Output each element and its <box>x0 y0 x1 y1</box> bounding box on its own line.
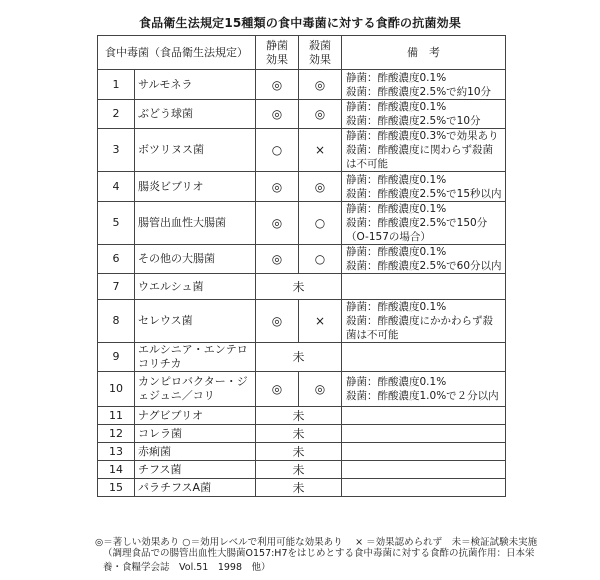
note-line: 殺菌：酢酸濃度2.5%で60分以内 <box>346 260 502 272</box>
note-line: 殺菌：酢酸濃度に関わらず殺菌は不可能 <box>346 144 493 170</box>
row-number: 13 <box>98 443 135 461</box>
note-cell <box>342 461 506 479</box>
note-line: 静菌：酢酸濃度0.1% <box>346 203 447 215</box>
legend: ◎＝著しい効果あり ○＝効用レベルで利用可能な効果あり × ＝効果認められず 未＝検証試験未実施 <box>95 537 538 548</box>
table-row <box>98 245 506 274</box>
header-kill-line2: 効果 <box>309 52 331 66</box>
note-line: 殺菌：酢酸濃度にかかわらず殺菌は不可能 <box>346 315 493 341</box>
table-row <box>98 372 506 407</box>
note-cell <box>342 300 506 343</box>
row-number: 5 <box>98 202 135 245</box>
note-line: 静菌：酢酸濃度0.1% <box>346 376 447 388</box>
note-cell <box>342 425 506 443</box>
bacteria-name: パラチフスA菌 <box>135 479 256 497</box>
note-line: 殺菌：酢酸濃度2.5%で150分（O-157の場合） <box>346 217 488 243</box>
table-body <box>98 70 506 497</box>
row-number: 15 <box>98 479 135 497</box>
header-static-line1: 静菌 <box>266 38 288 52</box>
kill-effect-mark: ◎ <box>299 372 342 407</box>
kill-effect-mark: ◎ <box>299 70 342 100</box>
untested-mark: 未 <box>256 461 342 479</box>
row-number: 10 <box>98 372 135 407</box>
kill-effect-mark: ◎ <box>299 172 342 202</box>
bacteria-name: カンピロバクター・ジェジュニ／コリ <box>135 372 256 407</box>
static-effect-mark: ◎ <box>256 100 299 129</box>
bacteria-name: サルモネラ <box>135 70 256 100</box>
page-title: 食品衛生法規定15種類の食中毒菌に対する食酢の抗菌効果 <box>138 16 462 30</box>
note-cell <box>342 343 506 372</box>
row-number: 1 <box>98 70 135 100</box>
note-line: 静菌：酢酸濃度0.1% <box>346 173 447 186</box>
row-number: 7 <box>98 274 135 300</box>
bacteria-name: 腸管出血性大腸菌 <box>135 202 256 245</box>
note-line: 殺菌：酢酸濃度2.5%で15秒以内 <box>346 187 502 200</box>
note-cell <box>342 274 506 300</box>
note-line: 殺菌：酢酸濃度2.5%で約10分 <box>346 85 492 98</box>
table-row <box>98 202 506 245</box>
static-effect-mark: ◎ <box>256 300 299 343</box>
row-number: 8 <box>98 300 135 343</box>
note-cell <box>342 100 506 129</box>
row-number: 6 <box>98 245 135 274</box>
table-row <box>98 461 506 479</box>
header-kill-effect <box>299 36 342 70</box>
table-row <box>98 300 506 343</box>
note-line: 殺菌：酢酸濃度1.0%で２分以内 <box>346 390 499 402</box>
note-cell <box>342 407 506 425</box>
bacteria-name: その他の大腸菌 <box>135 245 256 274</box>
row-number: 11 <box>98 407 135 425</box>
untested-mark: 未 <box>256 443 342 461</box>
note-cell <box>342 129 506 172</box>
static-effect-mark: ◎ <box>256 172 299 202</box>
table-row <box>98 274 506 300</box>
table-row <box>98 100 506 129</box>
note-line: 静菌：酢酸濃度0.1% <box>346 246 447 258</box>
note-line: 静菌：酢酸濃度0.1% <box>346 301 447 313</box>
untested-mark: 未 <box>256 479 342 497</box>
table-row <box>98 425 506 443</box>
table-row <box>98 443 506 461</box>
table-row <box>98 70 506 100</box>
header-static-effect <box>256 36 299 70</box>
kill-effect-mark: ○ <box>299 245 342 274</box>
header-kill-line1: 殺菌 <box>309 38 331 52</box>
row-number: 3 <box>98 129 135 172</box>
row-number: 2 <box>98 100 135 129</box>
note-line: 静菌：酢酸濃度0.3%で効果あり <box>346 130 499 142</box>
note-cell <box>342 372 506 407</box>
static-effect-mark: ◎ <box>256 70 299 100</box>
bacteria-name: 赤痢菌 <box>135 443 256 461</box>
source-citation: （調理食品での腸管出血性大腸菌O157:H7をはじめとする食中毒菌に対する食酢の抗菌作用：日本栄養・食糧学会誌 Vol.51 1998 他） <box>103 548 535 573</box>
antibacterial-table <box>97 35 506 497</box>
bacteria-name: コレラ菌 <box>135 425 256 443</box>
row-number: 4 <box>98 172 135 202</box>
note-cell <box>342 245 506 274</box>
note-cell <box>342 70 506 100</box>
untested-mark: 未 <box>256 425 342 443</box>
bacteria-name: セレウス菌 <box>135 300 256 343</box>
row-number: 12 <box>98 425 135 443</box>
note-cell <box>342 202 506 245</box>
note-line: 殺菌：酢酸濃度2.5%で10分 <box>346 115 481 127</box>
table-row <box>98 343 506 372</box>
untested-mark: 未 <box>256 274 342 300</box>
row-number: 14 <box>98 461 135 479</box>
note-cell <box>342 443 506 461</box>
note-line: 静菌：酢酸濃度0.1% <box>346 101 447 113</box>
header-bacteria: 食中毒菌（食品衛生法規定） <box>98 36 256 70</box>
table-row <box>98 479 506 497</box>
table-row <box>98 407 506 425</box>
static-effect-mark: ◎ <box>256 372 299 407</box>
bacteria-name: ウエルシュ菌 <box>135 274 256 300</box>
note-line: 静菌：酢酸濃度0.1% <box>346 71 447 84</box>
note-cell <box>342 479 506 497</box>
header-note: 備 考 <box>342 36 506 70</box>
static-effect-mark: ◎ <box>256 245 299 274</box>
bacteria-name: 腸炎ビブリオ <box>135 172 256 202</box>
static-effect-mark: ◎ <box>256 202 299 245</box>
note-cell <box>342 172 506 202</box>
static-effect-mark: ○ <box>256 129 299 172</box>
kill-effect-mark: ◎ <box>299 100 342 129</box>
bacteria-name: ボツリヌス菌 <box>135 129 256 172</box>
bacteria-name: ぶどう球菌 <box>135 100 256 129</box>
bacteria-name: チフス菌 <box>135 461 256 479</box>
row-number: 9 <box>98 343 135 372</box>
header-static-line2: 効果 <box>266 52 288 66</box>
untested-mark: 未 <box>256 407 342 425</box>
untested-mark: 未 <box>256 343 342 372</box>
table-row <box>98 129 506 172</box>
table-row <box>98 172 506 202</box>
header-row <box>98 36 506 70</box>
bacteria-name: ナグビブリオ <box>135 407 256 425</box>
bacteria-name: エルシニア・エンテロコリチカ <box>135 343 256 372</box>
kill-effect-mark: × <box>299 129 342 172</box>
kill-effect-mark: ○ <box>299 202 342 245</box>
kill-effect-mark: × <box>299 300 342 343</box>
